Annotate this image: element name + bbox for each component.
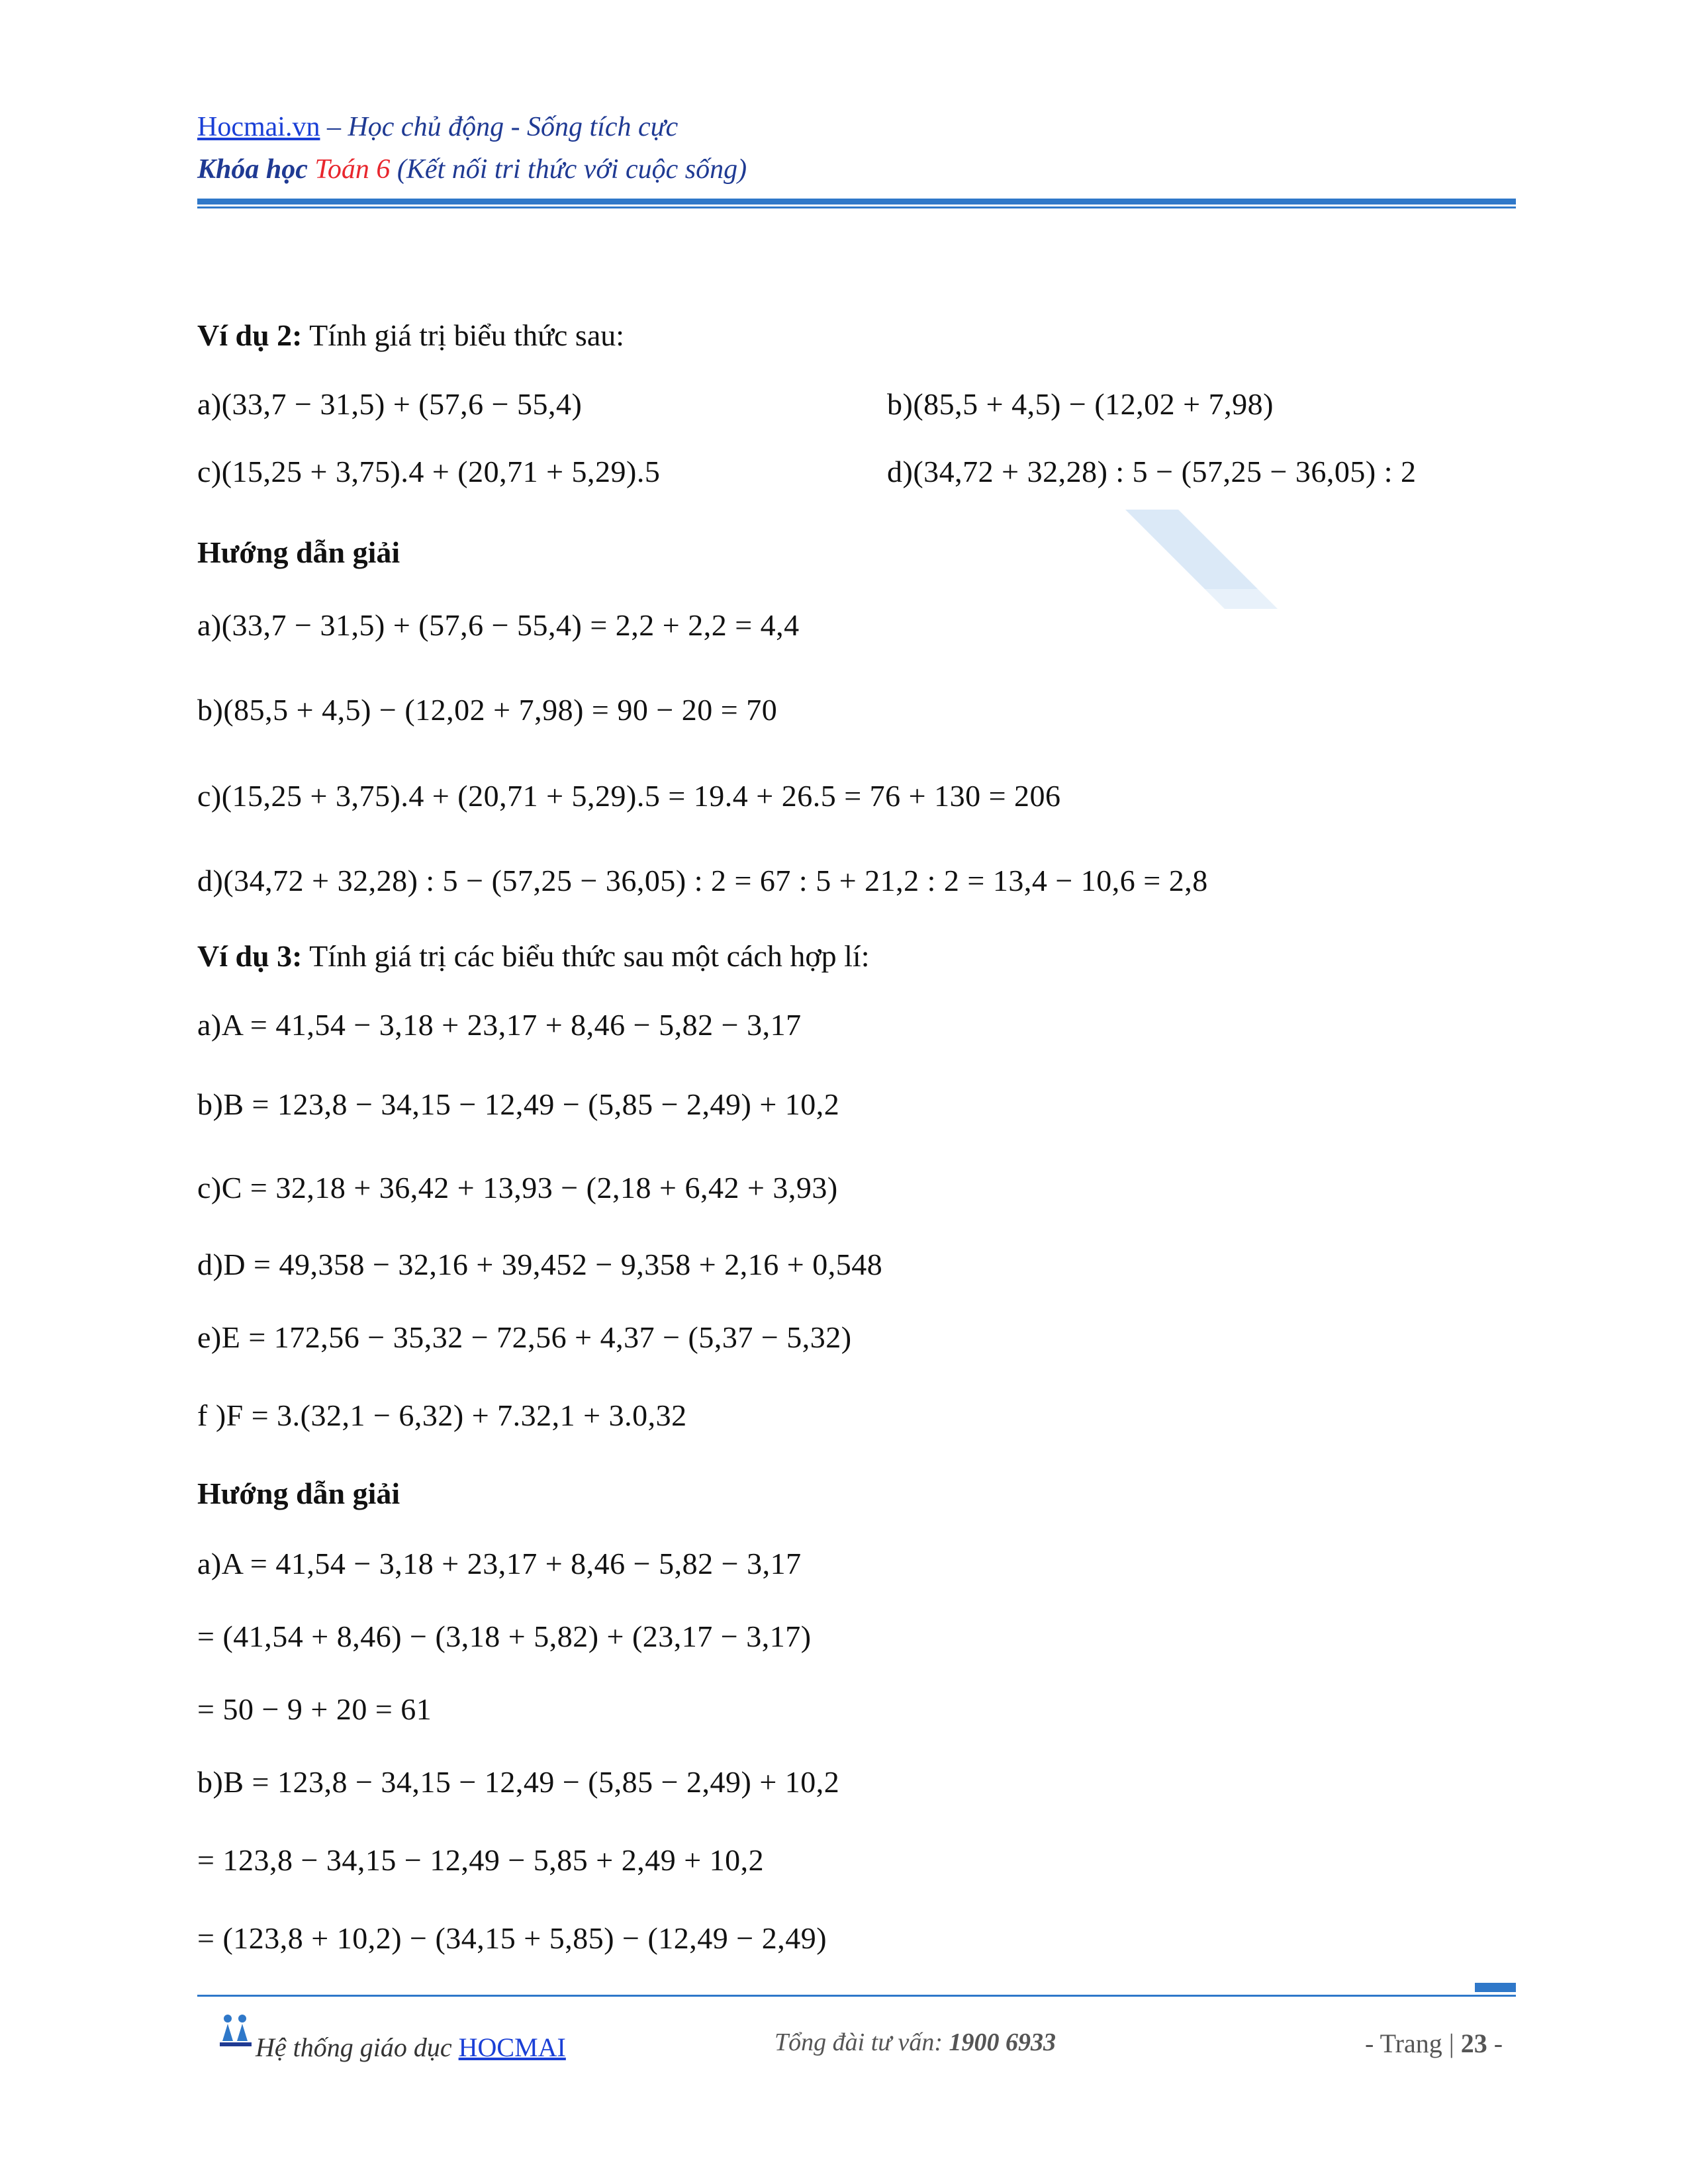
header-divider-thick: [197, 199, 1516, 205]
footer-page-suffix: -: [1487, 2028, 1503, 2058]
example2-prompt: [197, 318, 624, 353]
footer-hotline-label: Tổng đài tư vấn:: [774, 2028, 949, 2056]
example2-title: Ví dụ 2:: [197, 318, 303, 352]
example2-prompt-text: Tính giá trị biểu thức sau:: [302, 318, 625, 352]
example3-item-d: d)D = 49,358 − 32,16 + 39,452 − 9,358 + 2,16 + 0,548: [197, 1248, 883, 1281]
example3-item-f: f )F = 3.(32,1 − 6,32) + 7.32,1 + 3.0,32: [197, 1398, 687, 1432]
example2-solution-heading: Hướng dẫn giải: [197, 535, 400, 569]
course-label: Khóa học: [197, 154, 308, 185]
footer-page-indicator: [1365, 2028, 1503, 2059]
example2-item-c: c)(15,25 + 3,75).4 + (20,71 + 5,29).5: [197, 455, 661, 488]
example3-solution-a-line1: a)A = 41,54 − 3,18 + 23,17 + 8,46 − 5,82 − 3,17: [197, 1547, 802, 1580]
course-series: (Kết nối tri thức với cuộc sống): [397, 154, 747, 185]
example3-title: Ví dụ 3:: [197, 939, 303, 973]
footer-accent-tab: [1475, 1983, 1516, 1992]
footer-hotline: [774, 2028, 1056, 2057]
watermark-chevron-icon: [1125, 510, 1284, 609]
footer-page-number: 23: [1460, 2028, 1487, 2058]
example2-item-a: a)(33,7 − 31,5) + (57,6 − 55,4): [197, 387, 583, 421]
example3-solution-a-line2: = (41,54 + 8,46) − (3,18 + 5,82) + (23,17 − 3,17): [197, 1619, 812, 1653]
example3-solution-b-line3: = (123,8 + 10,2) − (34,15 + 5,85) − (12,49 − 2,49): [197, 1921, 827, 1955]
site-tagline: – Học chủ động - Sống tích cực: [320, 112, 679, 142]
hocmai-logo-icon: [217, 2012, 254, 2049]
example3-prompt: [197, 938, 869, 974]
example3-solution-b-line1: b)B = 123,8 − 34,15 − 12,49 − (5,85 − 2,49) + 10,2: [197, 1765, 840, 1799]
example3-item-e: e)E = 172,56 − 35,32 − 72,56 + 4,37 − (5,37 − 5,32): [197, 1320, 852, 1354]
footer-system-label: Hệ thống giáo dục: [256, 2032, 459, 2062]
example3-solution-a-line3: = 50 − 9 + 20 = 61: [197, 1692, 432, 1726]
example2-solution-a: a)(33,7 − 31,5) + (57,6 − 55,4) = 2,2 + 2,2 = 4,4: [197, 608, 800, 642]
example3-solution-b-line2: = 123,8 − 34,15 − 12,49 − 5,85 + 2,49 + 10,2: [197, 1843, 765, 1877]
example3-item-a: a)A = 41,54 − 3,18 + 23,17 + 8,46 − 5,82 − 3,17: [197, 1008, 802, 1042]
site-link[interactable]: Hocmai.vn: [197, 112, 320, 142]
example2-item-d: d)(34,72 + 32,28) : 5 − (57,25 − 36,05) : 2: [887, 455, 1417, 488]
header-course-line: [197, 154, 747, 185]
example3-solution-heading: Hướng dẫn giải: [197, 1477, 400, 1510]
header-site-line: [197, 111, 678, 143]
example2-solution-d: d)(34,72 + 32,28) : 5 − (57,25 − 36,05) : 2 = 67 : 5 + 21,2 : 2 = 13,4 − 10,6 = 2,8: [197, 864, 1208, 897]
footer-page-prefix: - Trang |: [1365, 2028, 1461, 2058]
footer-divider: [197, 1995, 1516, 1997]
course-subject: Toán 6: [314, 154, 391, 185]
footer-hotline-number: 1900 6933: [949, 2028, 1056, 2056]
example2-item-b: b)(85,5 + 4,5) − (12,02 + 7,98): [887, 387, 1274, 421]
example2-solution-c: c)(15,25 + 3,75).4 + (20,71 + 5,29).5 = 19.4 + 26.5 = 76 + 130 = 206: [197, 779, 1061, 813]
example3-prompt-text: Tính giá trị các biểu thức sau một cách hợp lí:: [302, 939, 870, 973]
example2-solution-b: b)(85,5 + 4,5) − (12,02 + 7,98) = 90 − 20 = 70: [197, 693, 778, 727]
header-divider-thin: [197, 206, 1516, 208]
example3-item-b: b)B = 123,8 − 34,15 − 12,49 − (5,85 − 2,49) + 10,2: [197, 1087, 840, 1121]
footer-system-text: [256, 2032, 566, 2063]
example3-item-c: c)C = 32,18 + 36,42 + 13,93 − (2,18 + 6,42 + 3,93): [197, 1171, 838, 1205]
footer-hocmai-link[interactable]: HOCMAI: [458, 2032, 566, 2062]
